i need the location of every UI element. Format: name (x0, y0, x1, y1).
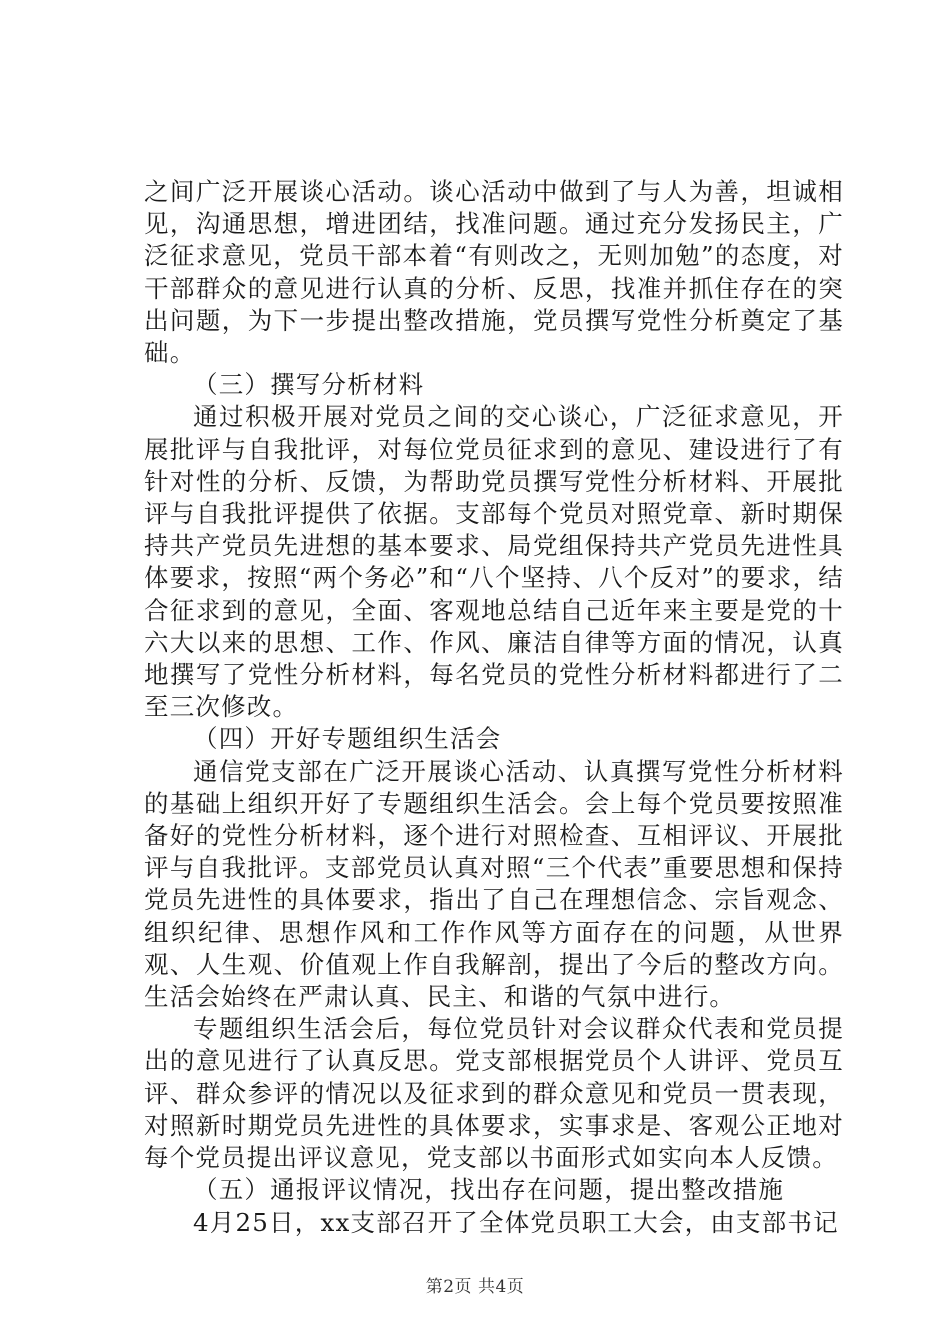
page-footer: 第2页 共4页 (425, 1277, 525, 1297)
section-heading-3: （三）撰写分析材料 (193, 370, 425, 400)
paragraph-continuation: 之间广泛开展谈心活动。谈心活动中做到了与人为善，坦诚相见，沟通思想，增进团结，找准问题。通过充分发扬民主，广泛征求意见，党员干部本着“有则改之，无则加勉”的态度，对干部群众的意见进行认真的分析、反思，找准并抓住存在的突出问题，为下一步提出整改措施，党员撰写党性分析奠定了基础。 (144, 177, 844, 368)
paragraph-after-meeting: 专题组织生活会后，每位党员针对会议群众代表和党员提出的意见进行了认真反思。党支部根据党员个人讲评、党员互评、群众参评的情况以及征求到的群众意见和党员一贯表现，对照新时期党员先进性的具体要求，实事求是、客观公正地对每个党员提出评议意见，党支部以书面形式如实向本人反馈。 (144, 1014, 844, 1173)
paragraph-life-meeting: 通信党支部在广泛开展谈心活动、认真撰写党性分析材料的基础上组织开好了专题组织生活会。会上每个党员要按照准备好的党性分析材料，逐个进行对照检查、互相评议、开展批评与自我批评。支部党员认真对照“三个代表”重要思想和保持党员先进性的具体要求，指出了自己在理想信念、宗旨观念、组织纪律、思想作风和工作作风等方面存在的问题，从世界观、人生观、价值观上作自我解剖，提出了今后的整改方向。生活会始终在严肃认真、民主、和谐的气氛中进行。 (144, 756, 844, 1012)
section-heading-4: （四）开好专题组织生活会 (193, 724, 502, 754)
paragraph-analysis-materials: 通过积极开展对党员之间的交心谈心，广泛征求意见，开展批评与自我批评，对每位党员征求到的意见、建设进行了有针对性的分析、反馈，为帮助党员撰写党性分析材料、开展批评与自我批评提供了依据。支部每个党员对照党章、新时期保持共产党员先进想的基本要求、局党组保持共产党员先进性具体要求，按照“两个务必”和“八个坚持、八个反对”的要求，结合征求到的意见，全面、客观地总结自己近年来主要是党的十六大以来的思想、工作、作风、廉洁自律等方面的情况，认真地撰写了党性分析材料，每名党员的党性分析材料都进行了二至三次修改。 (144, 402, 844, 722)
document-body (144, 176, 844, 1239)
section-heading-5: （五）通报评议情况，找出存在问题，提出整改措施 (193, 1175, 785, 1205)
paragraph-april-meeting: 4月25日，xx支部召开了全体党员职工大会，由支部书记 (193, 1207, 839, 1237)
